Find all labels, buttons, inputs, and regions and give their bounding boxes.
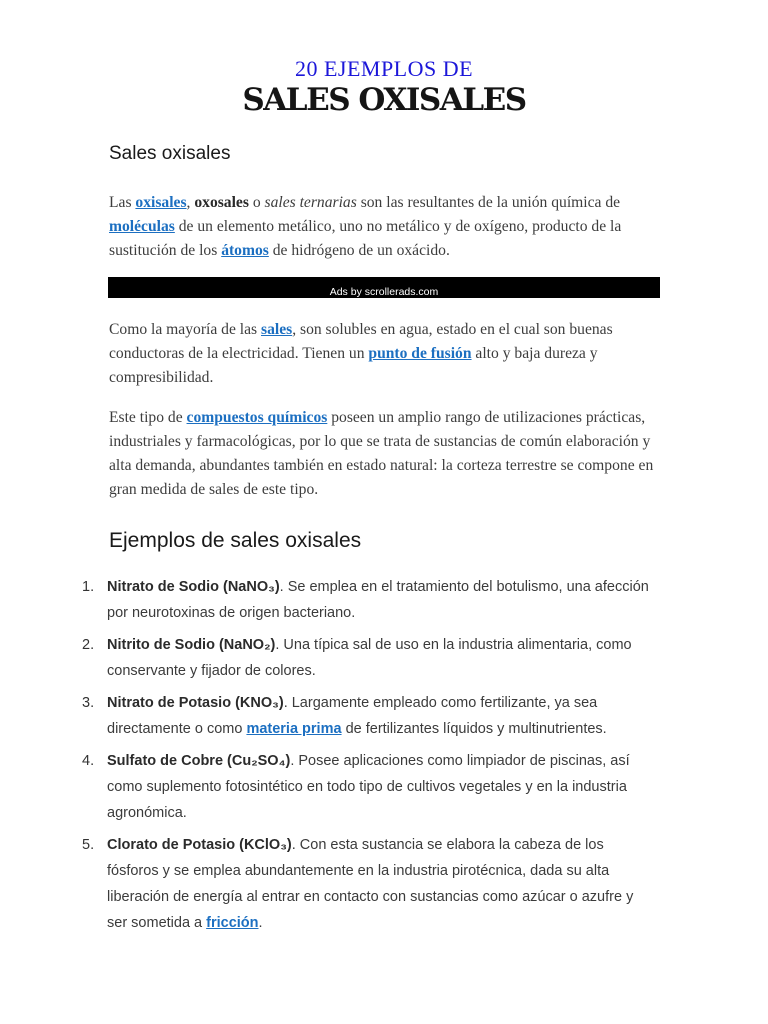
ad-label: Ads by scrollerads.com xyxy=(329,286,439,298)
link-atomos[interactable]: átomos xyxy=(221,242,269,259)
text: son las resultantes de la unión química de xyxy=(356,194,621,211)
list-item xyxy=(0,832,768,936)
section-heading-sales-oxisales: Sales oxisales xyxy=(109,143,231,164)
italic-sales-ternarias: sales ternarias xyxy=(264,194,357,211)
compound-name: Clorato de Potasio (KClO₃) xyxy=(107,837,292,853)
list-number: 1. xyxy=(82,579,95,595)
examples-list xyxy=(0,574,768,936)
compound-description: . Una típica sal de uso en la industria alimentaria, como conservante y fijador de colores. xyxy=(107,637,632,679)
list-item xyxy=(0,632,768,684)
compound-name: Sulfato de Cobre (Cu₂SO₄) xyxy=(107,753,291,769)
intro-paragraph xyxy=(109,191,664,263)
text: de hidrógeno de un oxácido. xyxy=(268,242,450,259)
link-oxisales[interactable]: oxisales xyxy=(135,194,187,211)
uses-paragraph xyxy=(109,406,664,502)
link-sales[interactable]: sales xyxy=(261,321,293,338)
compound-name: Nitrato de Sodio (NaNO₃) xyxy=(107,579,280,595)
text: , son solubles en agua, estado en el cual son buenas conductoras de la electricidad. Tienen un xyxy=(109,321,613,362)
compound-description: de fertilizantes líquidos y multinutrientes. xyxy=(341,721,607,737)
text: Como la mayoría de las xyxy=(109,321,262,338)
link-compuestos-quimicos[interactable]: compuestos químicos xyxy=(186,409,328,426)
compound-description: . Posee aplicaciones como limpiador de piscinas, así como suplemento fotosintético en todo tipo de cultivos vegetales y en la industria agronómica. xyxy=(107,753,630,821)
link-moleculas[interactable]: moléculas xyxy=(109,218,175,235)
page-title: SALES OXISALES xyxy=(242,82,526,118)
text: de un elemento metálico, uno no metálico y de oxígeno, producto de la sustitución de los xyxy=(109,218,622,259)
text: Este tipo de xyxy=(109,409,187,426)
link-friccion[interactable]: fricción xyxy=(206,915,259,931)
page-kicker: 20 EJEMPLOS DE xyxy=(294,56,474,81)
text: alto y baja dureza y compresibilidad. xyxy=(109,345,598,386)
compound-description: . xyxy=(258,915,263,931)
compound-name: Nitrito de Sodio (NaNO₂) xyxy=(107,637,276,653)
list-number: 3. xyxy=(82,695,95,711)
section-heading-ejemplos: Ejemplos de sales oxisales xyxy=(109,529,362,552)
list-number: 2. xyxy=(82,637,95,653)
compound-name: Nitrato de Potasio (KNO₃) xyxy=(107,695,284,711)
solubility-paragraph xyxy=(109,318,664,390)
list-item xyxy=(0,574,768,626)
text: Las xyxy=(109,194,136,211)
compound-description: . Largamente empleado como fertilizante, ya sea directamente o como xyxy=(107,695,598,737)
link-materia-prima[interactable]: materia prima xyxy=(246,721,342,737)
list-number: 5. xyxy=(82,837,95,853)
compound-description: . Con esta sustancia se elabora la cabeza de los fósforos y se emplea abundantemente en la industria pirotécnica, dada su alta liberación de energía al entrar en contacto con sustancias como azúcar o azufre y ser sometida a xyxy=(107,837,634,931)
list-item xyxy=(0,690,768,742)
ad-banner[interactable] xyxy=(108,277,660,298)
text: , xyxy=(186,194,195,211)
link-punto-de-fusion[interactable]: punto de fusión xyxy=(368,345,472,362)
list-number: 4. xyxy=(82,753,95,769)
bold-oxosales: oxosales xyxy=(194,194,249,211)
list-item xyxy=(0,748,768,826)
text: o xyxy=(248,194,265,211)
compound-description: . Se emplea en el tratamiento del botulismo, una afección por neurotoxinas de origen bacteriano. xyxy=(107,579,649,621)
text: poseen un amplio rango de utilizaciones prácticas, industriales y farmacológicas, por lo que se trata de sustancias de común elaboración y alta demanda, abundantes también en estado natural: la corteza terrestre se compone en gran medida de sales de este tipo. xyxy=(109,409,654,498)
